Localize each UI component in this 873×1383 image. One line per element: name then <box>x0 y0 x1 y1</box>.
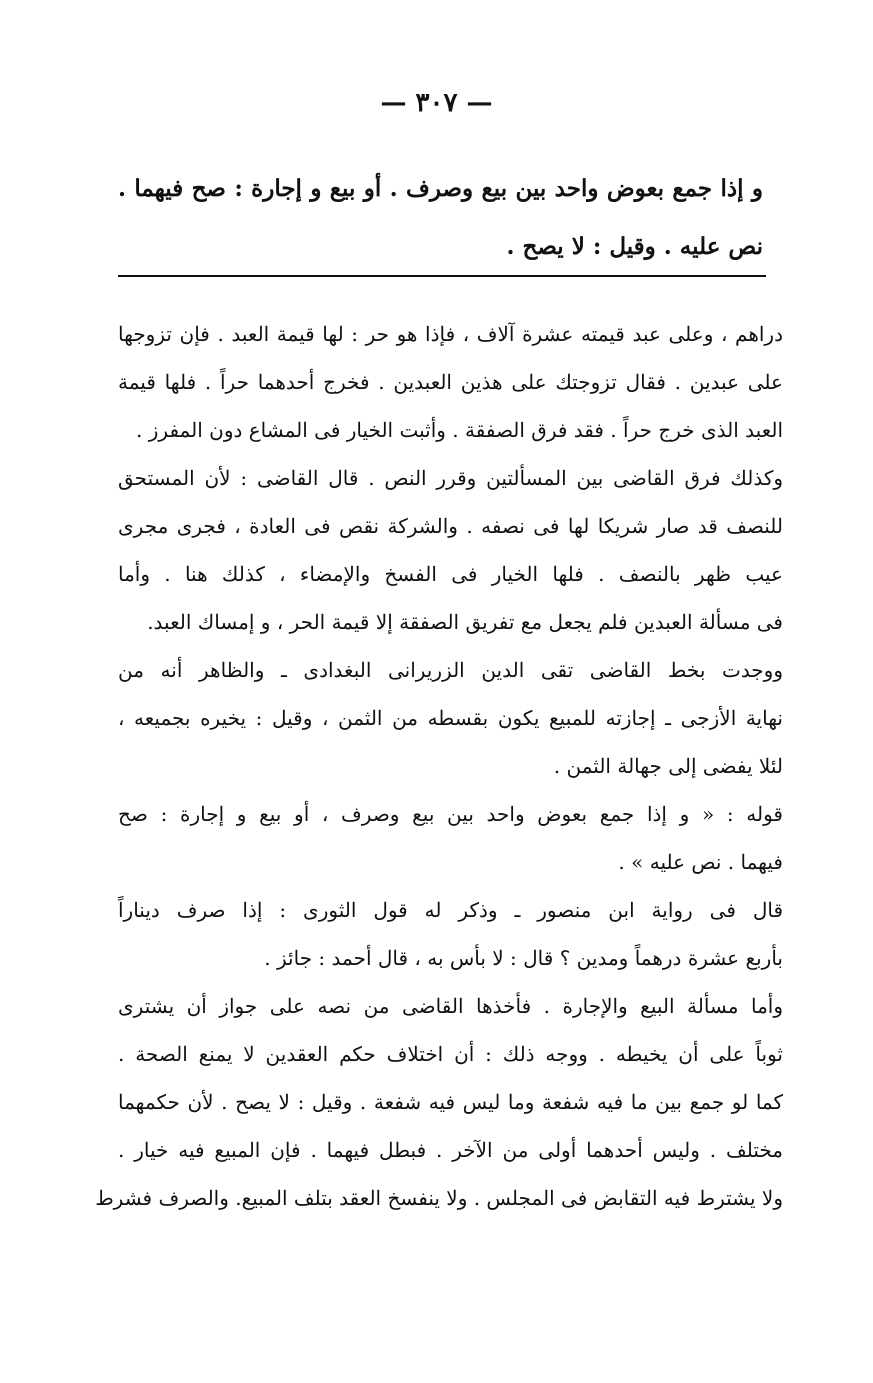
commentary-line: العبد الذى خرج حراً . فقد فرق الصفقة . وأثبت الخيار فى المشاع دون المفرز . <box>136 418 783 442</box>
commentary-paragraph <box>118 646 783 790</box>
main-text-line: نص عليه . وقيل : لا يصح . <box>506 233 763 260</box>
commentary-line: فى مسألة العبدين فلم يجعل مع تفريق الصفقة إلا قيمة الحر ، و إمساك العبد. <box>147 610 783 634</box>
commentary-line: لئلا يفضى إلى جهالة الثمن . <box>553 754 783 778</box>
commentary-line: ثوباً على أن يخيطه . ووجه ذلك : أن اختلاف حكم العقدين لا يمنع الصحة . <box>118 1042 783 1066</box>
section-divider <box>118 275 766 277</box>
commentary-paragraph <box>118 790 783 886</box>
main-text-line: و إذا جمع بعوض واحد بين بيع وصرف . أو بيع و إجارة : صح فيهما . <box>118 175 763 202</box>
commentary-line: فيهما . نص عليه » . <box>618 850 783 874</box>
commentary-line: عيب ظهر بالنصف . فلها الخيار فى الفسخ والإمضاء ، كذلك هنا . وأما <box>118 562 783 586</box>
page-number: — ٣٠٧ — <box>380 88 493 118</box>
commentary-line: مختلف . وليس أحدهما أولى من الآخر . فبطل فيهما . فإن المبيع فيه خيار . <box>118 1138 783 1162</box>
commentary-line: كما لو جمع بين ما فيه شفعة وما ليس فيه شفعة . وقيل : لا يصح . لأن حكمهما <box>118 1090 783 1114</box>
commentary-line: وأما مسألة البيع والإجارة . فأخذها القاضى من نصه على جواز أن يشترى <box>118 994 783 1018</box>
commentary-line: ولا يشترط فيه التقابض فى المجلس . ولا ينفسخ العقد بتلف المبيع. والصرف فشرط <box>95 1186 783 1210</box>
commentary-paragraph <box>95 982 783 1222</box>
commentary-line: قال فى رواية ابن منصور ـ وذكر له قول الثورى : إذا صرف ديناراً <box>118 898 783 922</box>
commentary-line: نهاية الأزجى ـ إجازته للمبيع يكون بقسطه من الثمن ، وقيل : يخيره بجميعه ، <box>118 706 783 730</box>
commentary-line: على عبدين . فقال تزوجتك على هذين العبدين . فخرج أحدهما حراً . فلها قيمة <box>118 370 783 394</box>
main-text <box>118 160 763 276</box>
commentary-line: قوله : « و إذا جمع بعوض واحد بين بيع وصرف ، أو بيع و إجارة : صح <box>118 802 783 826</box>
commentary-line: بأربع عشرة درهماً ومدين ؟ قال : لا بأس به ، قال أحمد : جائز . <box>264 946 783 970</box>
commentary-paragraph <box>118 886 783 982</box>
commentary-line: للنصف قد صار شريكا لها فى نصفه . والشركة نقص فى العادة ، فجرى مجرى <box>118 514 783 538</box>
commentary-paragraph <box>118 454 783 646</box>
commentary-line: وكذلك فرق القاضى بين المسألتين وقرر النص . قال القاضى : لأن المستحق <box>118 466 783 490</box>
commentary-line: دراهم ، وعلى عبد قيمته عشرة آلاف ، فإذا هو حر : لها قيمة العبد . فإن تزوجها <box>118 322 783 346</box>
commentary-text <box>95 310 783 1222</box>
commentary-line: ووجدت بخط القاضى تقى الدين الزريرانى البغدادى ـ والظاهر أنه من <box>118 658 783 682</box>
commentary-paragraph <box>118 310 783 454</box>
